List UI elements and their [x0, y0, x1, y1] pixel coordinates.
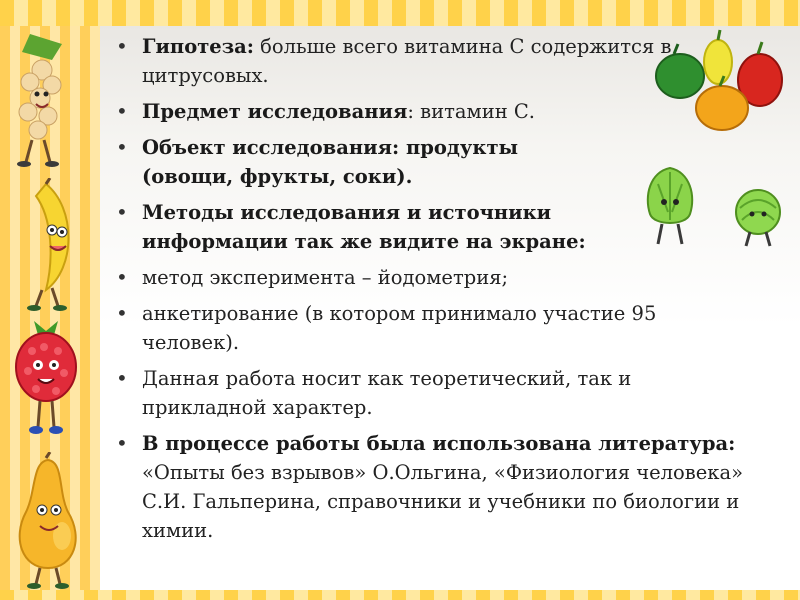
raspberry-character	[6, 315, 86, 440]
slide-bullet-list	[112, 32, 752, 552]
bullet-research-object: • Объект исследования: продукты (овощи, фрукты, соки).	[112, 133, 752, 191]
top-decorative-bar	[0, 0, 800, 28]
banana-character	[6, 178, 86, 313]
bullet-research-subject: • Предмет исследования: витамин С.	[112, 97, 752, 126]
bullet-method-survey: • анкетирование (в котором принимало участие 95 человек).	[112, 299, 752, 357]
bullet-research-methods: • Методы исследования и источники информации так же видите на экране:	[112, 198, 752, 256]
bullet-literature: • В процессе работы была использована литература: «Опыты без взрывов» О.Ольгина, «Физиология человека» С.И. Гальперина, справочники и учебники по биологии и химии.	[112, 429, 752, 545]
bullet-work-character: • Данная работа носит как теоретический, так и прикладной характер.	[112, 364, 752, 422]
bullet-method-experiment: • метод эксперимента – йодометрия;	[112, 263, 752, 292]
pear-character	[2, 452, 92, 592]
grape-character	[2, 30, 82, 170]
bottom-decorative-bar	[0, 590, 800, 600]
bullet-hypothesis: • Гипотеза: больше всего витамина С содержится в цитрусовых.	[112, 32, 752, 90]
